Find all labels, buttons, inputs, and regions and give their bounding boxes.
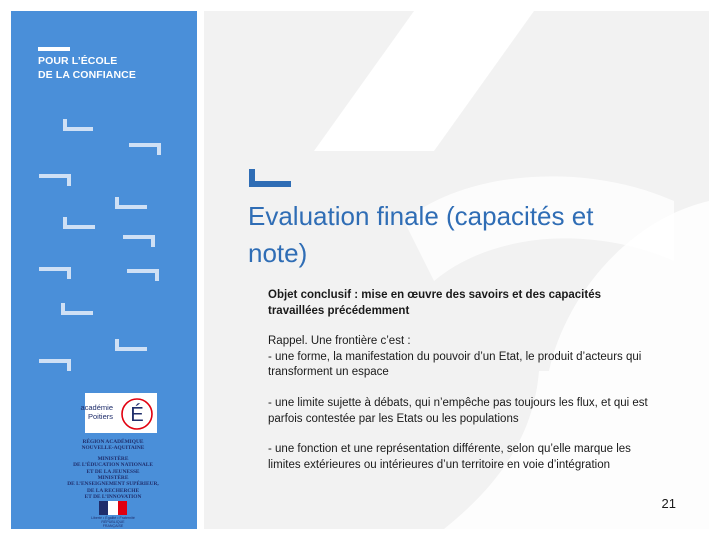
ministry1-line-1: MINISTÈRE (97, 455, 129, 462)
flag-caption: Liberté • Égalité • Fraternité RÉPUBLIQUE FRANÇAISE (91, 516, 135, 528)
bracket-mark (63, 303, 93, 313)
brand-line-2: DE LA CONFIANCE (38, 69, 136, 81)
objective-text: Objet conclusif : mise en œuvre des savoirs et des capacités travaillées précédemment (268, 289, 601, 317)
bracket-mark (39, 176, 69, 186)
bracket-mark (129, 145, 159, 155)
bracket-mark (127, 271, 157, 281)
sidebar-panel (11, 11, 197, 529)
region-line-1: RÉGION ACADÉMIQUE (82, 439, 144, 445)
bracket-mark (117, 339, 147, 349)
academy-logo-line-1: académie (80, 403, 113, 412)
bracket-mark (65, 119, 93, 129)
rappel-item-1: - une forme, la manifestation du pouvoir d’un Etat, le produit d’acteurs qui transforment un espace (268, 350, 642, 379)
brand-mark (38, 47, 70, 51)
academy-ministries (55, 439, 171, 501)
slide-title-line-2: note) (248, 238, 308, 268)
slide-title (248, 198, 698, 272)
bracket-mark (65, 217, 95, 227)
bracket-mark (39, 269, 69, 279)
bracket-mark (117, 197, 147, 207)
title-accent-mark (249, 169, 293, 189)
brand-logo (38, 54, 136, 82)
french-flag-icon (99, 501, 127, 515)
rappel-item-2: - une limite sujette à débats, qui n’empêche pas toujours les flux, et qui est parfois contestée par les Etats ou les populations (268, 396, 648, 425)
academy-logo-letter: É (130, 404, 144, 426)
region-line-2: NOUVELLE-AQUITAINE (81, 445, 145, 452)
bracket-mark (123, 237, 153, 247)
academy-logo-line-2: Poitiers (87, 412, 113, 421)
ministry2-line-2: DE L’ENSEIGNEMENT SUPÉRIEUR, (67, 481, 159, 488)
ministry2-line-4: ET DE L’INNOVATION (84, 494, 142, 501)
bracket-mark (39, 361, 69, 371)
rappel-intro: Rappel. Une frontière c’est : (268, 335, 411, 348)
slide-title-line-1: Evaluation finale (capacités et (248, 201, 594, 231)
ministry2-line-1: MINISTÈRE (97, 475, 129, 482)
academy-logo (80, 393, 157, 433)
ministry1-line-2: DE L’ÉDUCATION NATIONALE (73, 462, 153, 469)
page-number: 21 (661, 496, 676, 511)
ministry2-line-3: DE LA RECHERCHE (86, 487, 140, 494)
rappel-item-3: - une fonction et une représentation différente, selon qu’elle marque les limites extérieures ou intérieures d’un territoire en voie d’intégration (268, 443, 631, 471)
brand-line-1: POUR L’ÉCOLE (38, 55, 118, 67)
ministry1-line-3: ET DE LA JEUNESSE (86, 468, 140, 475)
slide-body (268, 288, 660, 473)
